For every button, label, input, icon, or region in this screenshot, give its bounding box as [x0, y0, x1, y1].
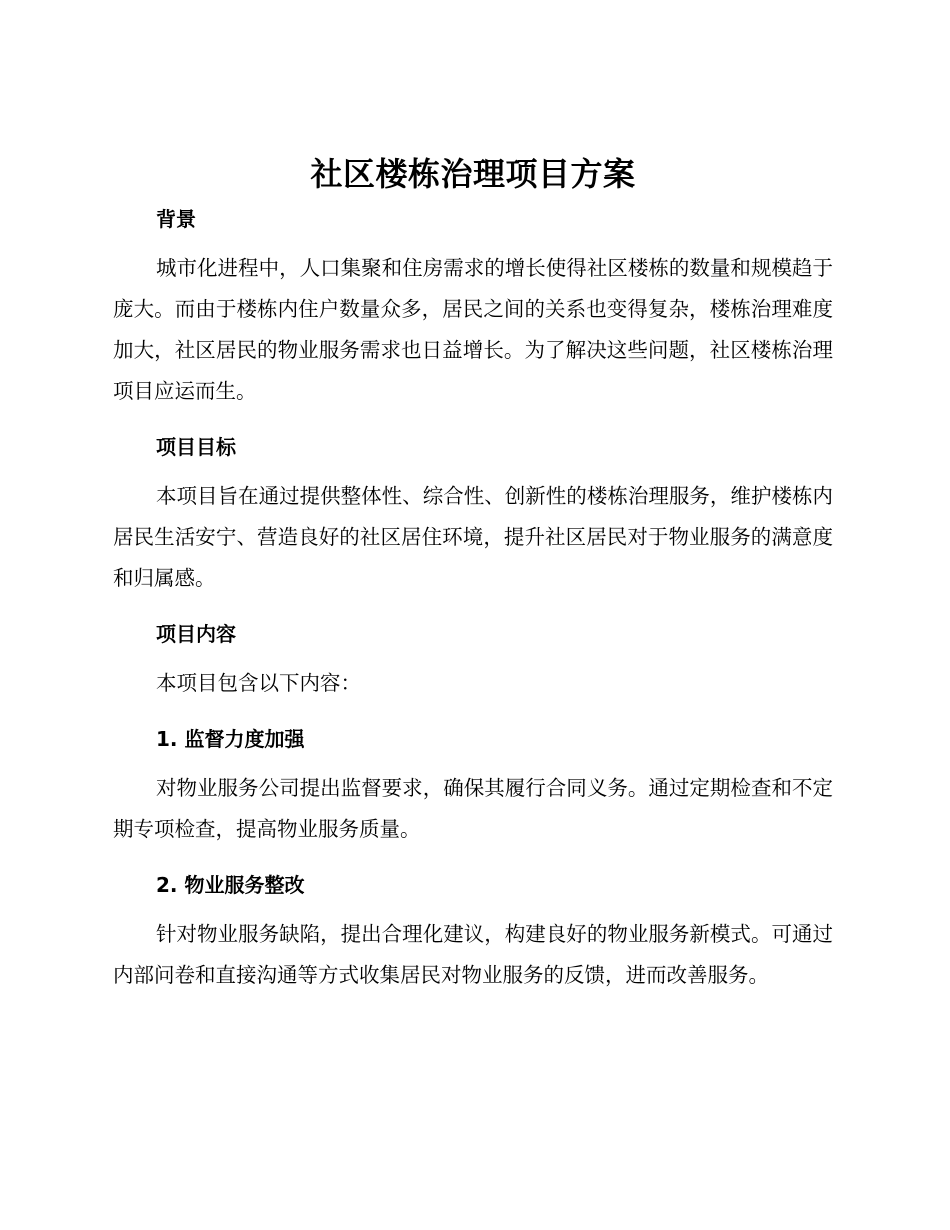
section-heading-background: 背景: [156, 207, 196, 231]
document-page: [113, 150, 833, 996]
section-paragraph-goals: 本项目旨在通过提供整体性、综合性、创新性的楼栋治理服务，维护楼栋内居民生活安宁、营造良好的社区居住环境，提升社区居民对于物业服务的满意度和归属感。: [113, 484, 833, 590]
section-heading-supervision: 1. 监督力度加强: [156, 727, 305, 751]
document-title: 社区楼栋治理项目方案: [310, 155, 636, 193]
section-heading-rectification: 2. 物业服务整改: [156, 873, 305, 897]
section-paragraph-content: 本项目包含以下内容：: [156, 671, 361, 695]
section-paragraph-background: 城市化进程中，人口集聚和住房需求的增长使得社区楼栋的数量和规模趋于庞大。而由于楼栋内住户数量众多，居民之间的关系也变得复杂，楼栋治理难度加大，社区居民的物业服务需求也日益增长。为了解决这些问题，社区楼栋治理项目应运而生。: [113, 256, 833, 403]
section-paragraph-supervision: 对物业服务公司提出监督要求，确保其履行合同义务。通过定期检查和不定期专项检查，提高物业服务质量。: [113, 776, 833, 841]
section-heading-goals: 项目目标: [156, 435, 236, 459]
section-heading-content: 项目内容: [156, 622, 236, 646]
section-paragraph-rectification: 针对物业服务缺陷，提出合理化建议，构建良好的物业服务新模式。可通过内部问卷和直接沟通等方式收集居民对物业服务的反馈，进而改善服务。: [113, 922, 833, 987]
